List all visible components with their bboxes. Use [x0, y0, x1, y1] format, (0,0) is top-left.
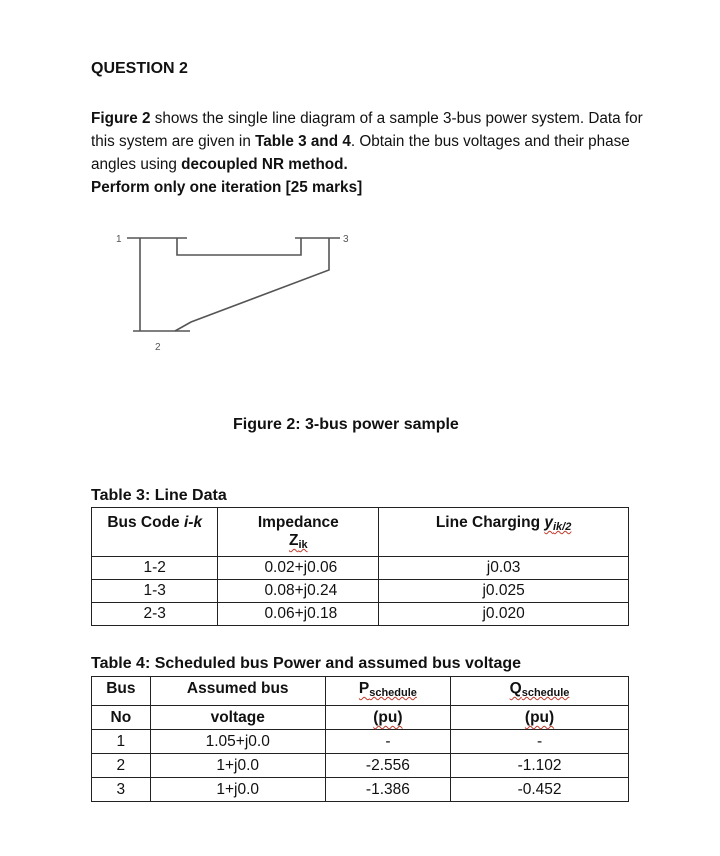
line-data-table [91, 507, 629, 626]
line-charging-header: Line Charging $y_{ik/2}$ [379, 508, 629, 557]
table3-title: Table 3: Line Data [91, 487, 227, 504]
table-row [92, 754, 629, 778]
table-row [92, 603, 629, 626]
p-cell: - [325, 730, 450, 754]
p-schedule-header: Pschedule [325, 677, 450, 706]
instruction-text: Perform only one iteration [25 marks] [91, 179, 363, 196]
bus-code-cell: 1-2 [92, 557, 218, 580]
problem-text-part-b: . Obtain the bus voltages and their phase angles using [91, 133, 630, 173]
table4-header-row-2 [92, 706, 629, 730]
question-heading: QUESTION 2 [91, 60, 188, 77]
single-line-diagram [105, 225, 365, 365]
bus-cell: 1 [92, 730, 151, 754]
bus-power-table [91, 676, 629, 802]
voltage-header-2: voltage [150, 706, 325, 730]
line-2-3 [175, 238, 329, 331]
charging-cell: j0.020 [379, 603, 629, 626]
q-cell: - [451, 730, 629, 754]
table-row [92, 778, 629, 802]
bus-no-header: No [92, 706, 151, 730]
table-row [92, 580, 629, 603]
problem-text [91, 107, 651, 199]
bus-header: Bus [92, 677, 151, 706]
bus-code-cell: 1-3 [92, 580, 218, 603]
q-schedule-header: Qschedule [451, 677, 629, 706]
impedance-header: Impedance $Z_{ik}$ [218, 508, 379, 557]
table-row [92, 730, 629, 754]
bus-2-label: 2 [155, 342, 161, 353]
charging-cell: j0.03 [379, 557, 629, 580]
q-unit-header: (pu) [451, 706, 629, 730]
q-cell: -1.102 [451, 754, 629, 778]
bus-code-cell: 2-3 [92, 603, 218, 626]
voltage-header: Assumed bus [150, 677, 325, 706]
bus-code-header: Bus Code i-k [92, 508, 218, 557]
bus-3-label: 3 [343, 234, 349, 245]
bus-1-label: 1 [116, 234, 122, 245]
problem-text-part-a: shows the single line diagram of a sample 3-bus power system. Data for this system are given in [91, 110, 643, 150]
impedance-cell: 0.02+j0.06 [218, 557, 379, 580]
table3-header-row [92, 508, 629, 557]
table-row [92, 557, 629, 580]
q-cell: -0.452 [451, 778, 629, 802]
impedance-cell: 0.06+j0.18 [218, 603, 379, 626]
charging-cell: j0.025 [379, 580, 629, 603]
p-cell: -2.556 [325, 754, 450, 778]
p-unit-header: (pu) [325, 706, 450, 730]
tables-reference: Table 3 and 4 [255, 133, 351, 150]
line-1-3 [177, 238, 301, 255]
voltage-cell: 1.05+j0.0 [150, 730, 325, 754]
voltage-cell: 1+j0.0 [150, 778, 325, 802]
table4-header-row-1 [92, 677, 629, 706]
figure-caption: Figure 2: 3-bus power sample [233, 416, 459, 433]
voltage-cell: 1+j0.0 [150, 754, 325, 778]
bus-cell: 3 [92, 778, 151, 802]
p-cell: -1.386 [325, 778, 450, 802]
bus-cell: 2 [92, 754, 151, 778]
table4-title: Table 4: Scheduled bus Power and assumed bus voltage [91, 655, 522, 672]
figure-reference: Figure 2 [91, 110, 151, 127]
impedance-cell: 0.08+j0.24 [218, 580, 379, 603]
method-name: decoupled NR method. [181, 156, 348, 173]
